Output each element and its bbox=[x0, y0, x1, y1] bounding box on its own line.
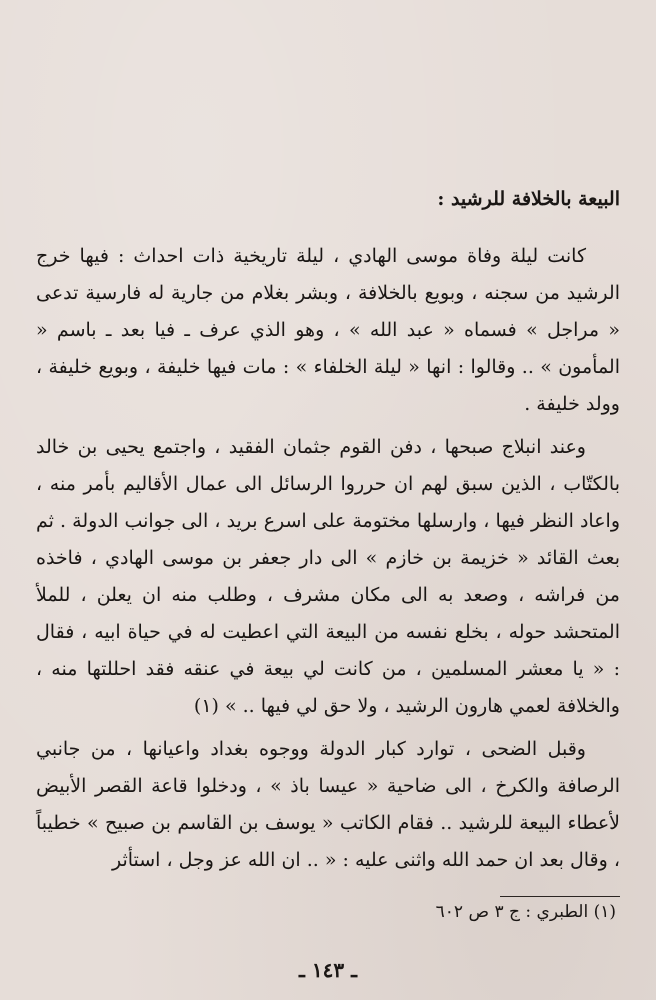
paragraph-2: وعند انبلاج صبحها ، دفن القوم جثمان الفقيد ، واجتمع يحيى بن خالد بالكتّاب ، الذين سبق لهم ان حرروا الرسائل الى عمال الأقاليم بأمر منه ، واعاد النظر فيها ، وارسلها مختومة على اسرع بريد ، الى جوانب الدولة . ثم بعث القائد « خزيمة بن خازم » الى دار جعفر بن موسى الهادي ، فاخذه من فراشه ، وصعد به الى مكان مشرف ، وطلب منه ان يعلن ، للملأ المتحشد حوله ، بخلع نفسه من البيعة التي اعطيت له في حياة ابيه ، فقال : « يا معشر المسلمين ، من كانت لي بيعة في عنقه فقد احللتها منه ، والخلافة لعمي هارون الرشيد ، ولا حق لي فيها .. » (١) bbox=[36, 436, 620, 717]
paragraph-3: وقبل الضحى ، توارد كبار الدولة ووجوه بغداد واعيانها ، من جانبي الرصافة والكرخ ، الى ضاحية « عيسا باذ » ، ودخلوا قاعة القصر الأبيض لأعطاء البيعة للرشيد .. فقام الكاتب « يوسف بن القاسم بن صبيح » خطيباً ، وقال بعد ان حمد الله واثنى عليه : « .. ان الله عز وجل ، استأثر bbox=[36, 738, 620, 871]
body-text bbox=[36, 238, 620, 879]
footnote: (١) الطبري : ج ٣ ص ٦٠٢ bbox=[435, 902, 616, 922]
section-heading: البيعة بالخلافة للرشيد : bbox=[437, 188, 620, 210]
footnote-divider bbox=[500, 896, 620, 897]
page-number: ـ ١٤٣ ـ bbox=[299, 958, 357, 982]
paragraph-1: كانت ليلة وفاة موسى الهادي ، ليلة تاريخية ذات احداث : فيها خرج الرشيد من سجنه ، وبويع بالخلافة ، وبشر بغلام من جارية له فارسية تدعى « مراجل » فسماه « عبد الله » ، وهو الذي عرف ـ فيا بعد ـ باسم « المأمون » .. وقالوا : انها « ليلة الخلفاء » : مات فيها خليفة ، وبويع خليفة ، وولد خليفة . bbox=[36, 245, 620, 415]
